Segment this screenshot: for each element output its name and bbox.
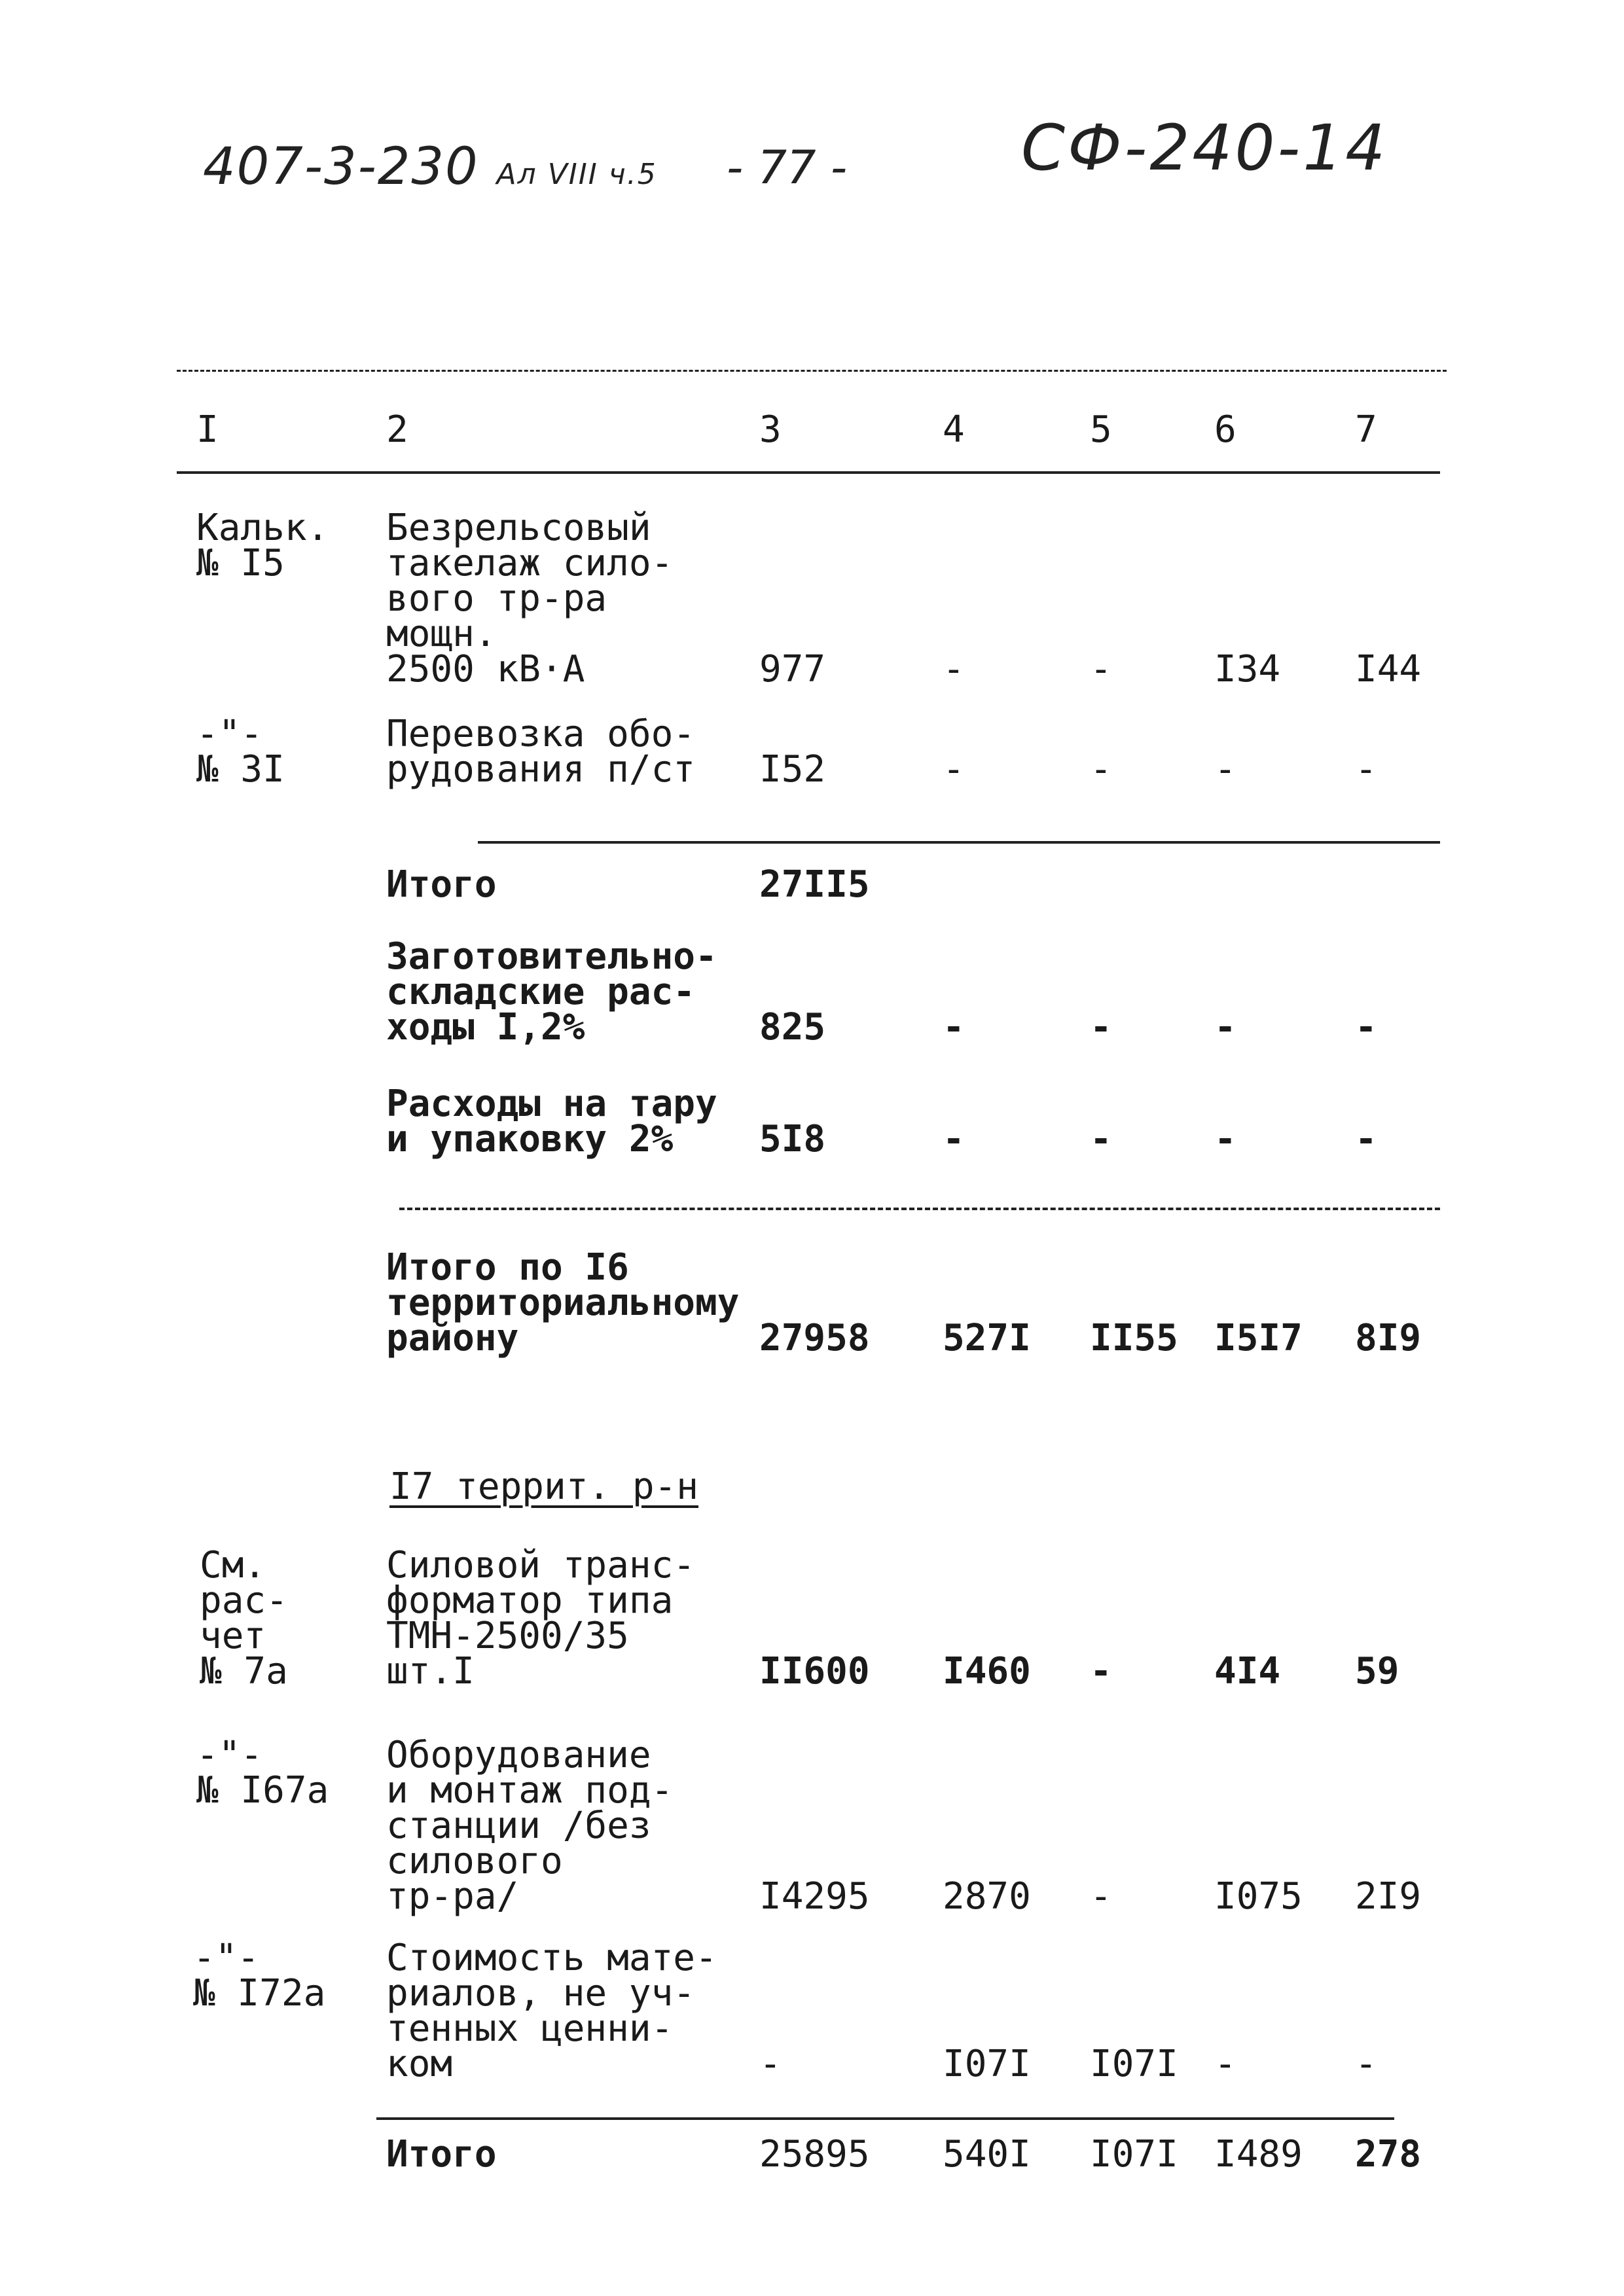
sheet-code: СФ-240-14 <box>1021 111 1388 185</box>
total-rule <box>376 2117 1394 2120</box>
document-code <box>203 137 657 196</box>
column-header-7: 7 <box>1355 408 1377 451</box>
row-description: Заготовительно- складские рас- ходы I,2% <box>386 935 717 1049</box>
column-header-6: 6 <box>1214 408 1236 451</box>
table-top-rule <box>177 370 1447 372</box>
cell-col-3: I52 <box>759 748 826 791</box>
cell-col-5: I07I <box>1090 2043 1178 2085</box>
cell-col-5: - <box>1090 748 1112 791</box>
column-header-3: 3 <box>759 408 782 451</box>
cell-col-6: I075 <box>1214 1875 1303 1918</box>
cell-col-5: II55 <box>1090 1317 1178 1359</box>
row-reference: См. рас- чет № 7а <box>200 1544 288 1693</box>
cell-col-5: - <box>1090 1118 1112 1160</box>
cell-col-7: 8I9 <box>1355 1317 1422 1359</box>
cell-col-6: 4I4 <box>1214 1650 1281 1693</box>
cell-col-6: - <box>1214 2043 1236 2085</box>
cell-col-5: - <box>1090 648 1112 691</box>
cell-col-4: - <box>943 1006 965 1049</box>
column-header-1: I <box>196 408 219 451</box>
cell-col-6: - <box>1214 1118 1236 1160</box>
cell-col-4: - <box>943 748 965 791</box>
subtotal-rule <box>478 841 1440 844</box>
cell-col-4: I460 <box>943 1650 1031 1693</box>
section-subheading: I7 террит. р-н <box>389 1465 699 1508</box>
row-description: Стоимость мате- риалов, не уч- тенных ценни- ком <box>386 1937 717 2085</box>
row-description: Оборудование и монтаж под- станции /без силового тр-ра/ <box>386 1734 674 1918</box>
row-description: Итого <box>386 863 497 906</box>
cell-col-4: I07I <box>943 2043 1031 2085</box>
row-description: Итого <box>386 2133 497 2176</box>
cell-col-6: I34 <box>1214 648 1281 691</box>
cell-col-4: - <box>943 1118 965 1160</box>
cell-col-3: 27958 <box>759 1317 870 1359</box>
cell-col-3: - <box>759 2043 782 2085</box>
doc-part: Ал VIII ч.5 <box>496 158 657 191</box>
cell-col-7: - <box>1355 1006 1377 1049</box>
column-header-2: 2 <box>386 408 408 451</box>
row-reference: Кальк. № I5 <box>196 507 329 584</box>
cell-col-5: - <box>1090 1006 1112 1049</box>
row-reference: -"- № 3I <box>196 713 285 791</box>
cell-col-3: 25895 <box>759 2133 870 2176</box>
cell-col-3: I4295 <box>759 1875 870 1918</box>
cell-col-6: - <box>1214 1006 1236 1049</box>
cell-col-3: 977 <box>759 648 826 691</box>
cell-col-7: - <box>1355 748 1377 791</box>
cell-col-7: - <box>1355 2043 1377 2085</box>
cell-col-3: 825 <box>759 1006 826 1049</box>
row-description: Итого по I6 территориальному району <box>386 1246 740 1359</box>
cell-col-4: 527I <box>943 1317 1031 1359</box>
header-bottom-rule <box>177 471 1440 474</box>
cell-col-7: I44 <box>1355 648 1422 691</box>
cell-col-6: - <box>1214 748 1236 791</box>
row-description: Силовой транс- форматор типа ТМН-2500/35 шт.I <box>386 1544 696 1693</box>
cell-col-5: I07I <box>1090 2133 1178 2176</box>
cell-col-5: - <box>1090 1875 1112 1918</box>
doc-code: 407-3-230 <box>203 137 479 196</box>
cell-col-4: - <box>943 648 965 691</box>
column-header-4: 4 <box>943 408 965 451</box>
cell-col-5: - <box>1090 1650 1112 1693</box>
section-rule <box>399 1208 1440 1210</box>
cell-col-6: I5I7 <box>1214 1317 1303 1359</box>
row-reference: -"- № I67а <box>196 1734 329 1812</box>
cell-col-3: II600 <box>759 1650 870 1693</box>
row-reference: -"- № I72а <box>193 1937 326 2015</box>
cell-col-4: 540I <box>943 2133 1031 2176</box>
cell-col-6: I489 <box>1214 2133 1303 2176</box>
cell-col-3: 5I8 <box>759 1118 826 1160</box>
cell-col-4: 2870 <box>943 1875 1031 1918</box>
cell-col-7: 2I9 <box>1355 1875 1422 1918</box>
row-description: Расходы на тару и упаковку 2% <box>386 1083 717 1160</box>
column-header-5: 5 <box>1090 408 1112 451</box>
cell-col-7: - <box>1355 1118 1377 1160</box>
row-description: Перевозка обо- рудования п/ст <box>386 713 696 791</box>
page-number: - 77 - <box>727 141 848 194</box>
cell-col-3: 27II5 <box>759 863 870 906</box>
row-description: Безрельсовый такелаж сило- вого тр-ра мощн. 2500 кВ·А <box>386 507 674 691</box>
cell-col-7: 278 <box>1355 2133 1422 2176</box>
cell-col-7: 59 <box>1355 1650 1399 1693</box>
